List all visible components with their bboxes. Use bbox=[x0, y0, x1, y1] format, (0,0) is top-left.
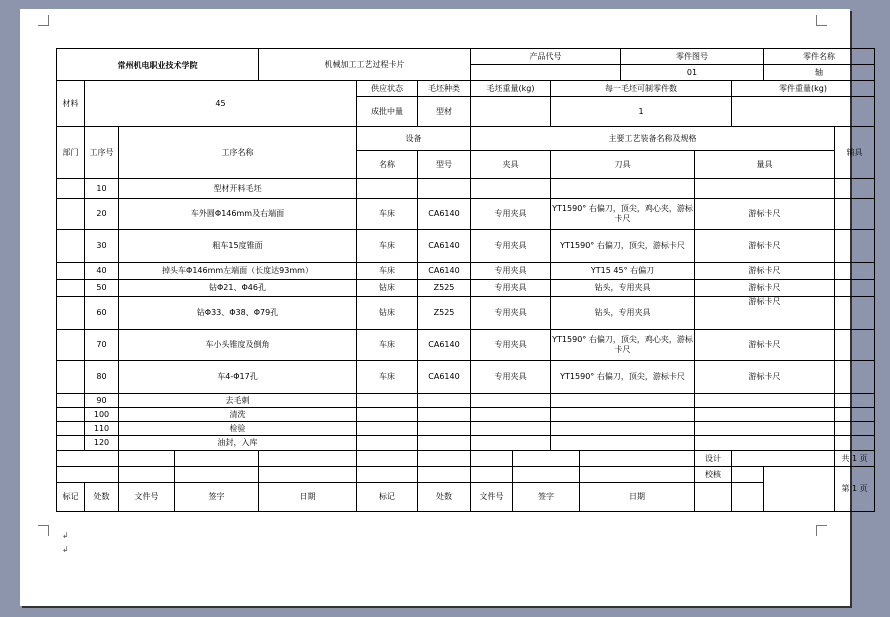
row-step-no[interactable]: 110 bbox=[85, 422, 119, 436]
crop-mark bbox=[38, 525, 49, 536]
row-fixture[interactable]: 专用夹具 bbox=[471, 330, 551, 361]
doc-no-label-2: 文件号 bbox=[471, 483, 513, 512]
footer-cell[interactable] bbox=[57, 451, 119, 467]
row-machine[interactable] bbox=[357, 408, 418, 422]
col-equipment: 设备 bbox=[357, 127, 471, 151]
row-model[interactable]: CA6140 bbox=[418, 361, 471, 394]
row-cutter[interactable]: YT1590° 右偏刀，顶尖，鸡心夹，游标卡尺 bbox=[551, 199, 695, 230]
row-gauge[interactable]: 游标卡尺 bbox=[695, 280, 835, 297]
row-cutter[interactable] bbox=[551, 179, 695, 199]
row-aux[interactable] bbox=[835, 361, 875, 394]
row-step-no[interactable]: 60 bbox=[85, 297, 119, 330]
count-label-2: 处数 bbox=[418, 483, 471, 512]
row-machine[interactable] bbox=[357, 179, 418, 199]
row-dept[interactable] bbox=[57, 394, 85, 408]
row-aux[interactable] bbox=[835, 394, 875, 408]
row-step-name[interactable]: 钻Φ33、Φ38、Φ79孔 bbox=[119, 297, 357, 330]
row-model[interactable] bbox=[418, 394, 471, 408]
row-gauge[interactable]: 游标卡尺 bbox=[695, 199, 835, 230]
part-drawing-label: 零件图号 bbox=[621, 49, 764, 65]
row-model[interactable] bbox=[418, 179, 471, 199]
col-cutter: 刀具 bbox=[551, 151, 695, 179]
row-gauge[interactable] bbox=[695, 408, 835, 422]
footer-cell[interactable] bbox=[357, 467, 418, 483]
row-aux[interactable] bbox=[835, 230, 875, 263]
count-label: 处数 bbox=[85, 483, 119, 512]
row-aux[interactable] bbox=[835, 422, 875, 436]
footer-cell[interactable] bbox=[513, 451, 580, 467]
table-row bbox=[57, 297, 875, 330]
sign-label-2: 签字 bbox=[513, 483, 580, 512]
row-machine[interactable]: 钻床 bbox=[357, 297, 418, 330]
row-step-name[interactable]: 型材开料毛坯 bbox=[119, 179, 357, 199]
row-model[interactable]: Z525 bbox=[418, 280, 471, 297]
part-weight-value[interactable] bbox=[732, 97, 875, 127]
row-fixture[interactable]: 专用夹具 bbox=[471, 263, 551, 280]
row-aux[interactable] bbox=[835, 280, 875, 297]
row-aux[interactable] bbox=[835, 330, 875, 361]
row-gauge[interactable]: 游标卡尺 bbox=[695, 263, 835, 280]
row-model[interactable] bbox=[418, 436, 471, 451]
row-cutter[interactable]: 钻头，专用夹具 bbox=[551, 297, 695, 330]
part-name-label: 零件名称 bbox=[764, 49, 875, 65]
row-dept[interactable] bbox=[57, 297, 85, 330]
table-row bbox=[57, 422, 875, 436]
row-step-name[interactable]: 粗车15度锥面 bbox=[119, 230, 357, 263]
row-cutter[interactable]: YT1590° 右偏刀，顶尖，游标卡尺 bbox=[551, 361, 695, 394]
row-cutter[interactable]: YT1590° 右偏刀，顶尖，游标卡尺 bbox=[551, 230, 695, 263]
material-label: 材料 bbox=[57, 81, 85, 127]
date-label-2: 日期 bbox=[580, 483, 695, 512]
process-card-table bbox=[56, 48, 875, 512]
row-machine[interactable] bbox=[357, 422, 418, 436]
row-step-name[interactable]: 去毛刺 bbox=[119, 394, 357, 408]
design-label: 设计 bbox=[695, 451, 732, 467]
page-no: 第 1 页 bbox=[835, 467, 875, 512]
parts-per-blank-value[interactable]: 1 bbox=[551, 97, 732, 127]
footer-cell[interactable] bbox=[695, 483, 732, 512]
paragraph-mark: ↲ bbox=[62, 531, 69, 540]
row-model[interactable]: CA6140 bbox=[418, 230, 471, 263]
product-code-value[interactable] bbox=[471, 65, 621, 81]
part-weight-label: 零件重量(kg) bbox=[732, 81, 875, 97]
row-fixture[interactable]: 专用夹具 bbox=[471, 297, 551, 330]
table-row bbox=[57, 230, 875, 263]
col-fixture: 夹具 bbox=[471, 151, 551, 179]
design-value[interactable] bbox=[732, 451, 835, 467]
supply-state-value[interactable]: 成批中量 bbox=[357, 97, 418, 127]
part-name-value[interactable]: 轴 bbox=[764, 65, 875, 81]
paragraph-mark: ↲ bbox=[62, 545, 69, 554]
col-tooling: 主要工艺装备名称及规格 bbox=[471, 127, 835, 151]
table-row bbox=[57, 179, 875, 199]
footer-cell[interactable] bbox=[357, 451, 418, 467]
row-dept[interactable] bbox=[57, 280, 85, 297]
footer-cell[interactable] bbox=[418, 467, 471, 483]
row-aux[interactable] bbox=[835, 199, 875, 230]
table-row bbox=[57, 361, 875, 394]
row-step-name[interactable]: 清洗 bbox=[119, 408, 357, 422]
row-gauge[interactable]: 游标卡尺 bbox=[695, 230, 835, 263]
row-dept[interactable] bbox=[57, 199, 85, 230]
blank-type-value[interactable]: 型材 bbox=[418, 97, 471, 127]
row-model[interactable]: CA6140 bbox=[418, 263, 471, 280]
table-row bbox=[57, 408, 875, 422]
row-fixture[interactable] bbox=[471, 422, 551, 436]
blank-type-label: 毛坯种类 bbox=[418, 81, 471, 97]
col-dept: 部门 bbox=[57, 127, 85, 179]
blank-weight-value[interactable] bbox=[471, 97, 551, 127]
row-dept[interactable] bbox=[57, 230, 85, 263]
row-step-no[interactable]: 40 bbox=[85, 263, 119, 280]
row-gauge[interactable] bbox=[695, 422, 835, 436]
row-dept[interactable] bbox=[57, 436, 85, 451]
product-code-label: 产品代号 bbox=[471, 49, 621, 65]
row-step-name[interactable]: 钻Φ21、Φ46孔 bbox=[119, 280, 357, 297]
row-cutter[interactable]: 钻头，专用夹具 bbox=[551, 280, 695, 297]
crop-mark bbox=[38, 15, 49, 26]
crop-mark bbox=[816, 15, 827, 26]
row-machine[interactable] bbox=[357, 394, 418, 408]
row-aux[interactable] bbox=[835, 408, 875, 422]
table-row bbox=[57, 199, 875, 230]
row-step-no[interactable]: 10 bbox=[85, 179, 119, 199]
row-gauge[interactable] bbox=[695, 436, 835, 451]
row-fixture[interactable] bbox=[471, 394, 551, 408]
sign-label: 签字 bbox=[175, 483, 259, 512]
row-cutter[interactable]: YT15 45° 右偏刀 bbox=[551, 263, 695, 280]
row-step-name[interactable]: 检验 bbox=[119, 422, 357, 436]
proof-label: 校核 bbox=[695, 467, 732, 483]
footer-cell[interactable] bbox=[175, 451, 259, 467]
blank-weight-label: 毛坯重量(kg) bbox=[471, 81, 551, 97]
footer-cell[interactable] bbox=[580, 467, 695, 483]
row-gauge[interactable] bbox=[695, 179, 835, 199]
row-machine[interactable]: 钻床 bbox=[357, 280, 418, 297]
mark-label-2: 标记 bbox=[357, 483, 418, 512]
proof-date[interactable] bbox=[764, 467, 835, 512]
parts-per-blank-label: 每一毛坯可制零件数 bbox=[551, 81, 732, 97]
crop-mark bbox=[816, 525, 827, 536]
col-equip-model: 型号 bbox=[418, 151, 471, 179]
row-machine[interactable]: 车床 bbox=[357, 230, 418, 263]
row-fixture[interactable]: 专用夹具 bbox=[471, 361, 551, 394]
row-cutter[interactable] bbox=[551, 436, 695, 451]
table-row bbox=[57, 280, 875, 297]
footer-cell[interactable] bbox=[580, 451, 695, 467]
row-fixture[interactable]: 专用夹具 bbox=[471, 199, 551, 230]
row-dept[interactable] bbox=[57, 179, 85, 199]
row-cutter[interactable] bbox=[551, 422, 695, 436]
table-row bbox=[57, 263, 875, 280]
row-machine[interactable]: 车床 bbox=[357, 263, 418, 280]
row-step-no[interactable]: 90 bbox=[85, 394, 119, 408]
row-dept[interactable] bbox=[57, 408, 85, 422]
row-model[interactable] bbox=[418, 408, 471, 422]
date-label: 日期 bbox=[259, 483, 357, 512]
col-step-name: 工序名称 bbox=[119, 127, 357, 179]
row-fixture[interactable] bbox=[471, 179, 551, 199]
footer-cell[interactable] bbox=[119, 451, 175, 467]
part-drawing-value[interactable]: 01 bbox=[621, 65, 764, 81]
row-aux[interactable] bbox=[835, 263, 875, 280]
row-step-no[interactable]: 50 bbox=[85, 280, 119, 297]
row-step-name[interactable]: 油封，入库 bbox=[119, 436, 357, 451]
footer-cell[interactable] bbox=[471, 451, 513, 467]
row-machine[interactable]: 车床 bbox=[357, 361, 418, 394]
row-step-no[interactable]: 80 bbox=[85, 361, 119, 394]
row-model[interactable]: CA6140 bbox=[418, 199, 471, 230]
footer-cell[interactable] bbox=[513, 467, 580, 483]
footer-cell[interactable] bbox=[57, 467, 119, 483]
material-value[interactable]: 45 bbox=[85, 81, 357, 127]
row-step-name[interactable]: 车小头锥度及倒角 bbox=[119, 330, 357, 361]
row-gauge[interactable]: 游标卡尺 bbox=[695, 330, 835, 361]
footer-cell[interactable] bbox=[732, 483, 764, 512]
table-row bbox=[57, 394, 875, 408]
footer-cell[interactable] bbox=[175, 467, 259, 483]
row-dept[interactable] bbox=[57, 422, 85, 436]
row-gauge[interactable] bbox=[695, 394, 835, 408]
row-fixture[interactable] bbox=[471, 408, 551, 422]
top-strip bbox=[0, 0, 890, 8]
table-row bbox=[57, 330, 875, 361]
row-step-no[interactable]: 120 bbox=[85, 436, 119, 451]
row-step-no[interactable]: 20 bbox=[85, 199, 119, 230]
row-model[interactable]: Z525 bbox=[418, 297, 471, 330]
row-fixture[interactable]: 专用夹具 bbox=[471, 230, 551, 263]
col-gauge: 量具 bbox=[695, 151, 835, 179]
row-step-name[interactable]: 车4-Φ17孔 bbox=[119, 361, 357, 394]
row-fixture[interactable]: 专用夹具 bbox=[471, 280, 551, 297]
row-aux[interactable] bbox=[835, 179, 875, 199]
total-pages: 共 1 页 bbox=[835, 451, 875, 467]
footer-cell[interactable] bbox=[259, 451, 357, 467]
col-aux: 辅具 bbox=[835, 127, 875, 179]
proof-value[interactable] bbox=[732, 467, 764, 483]
table-row bbox=[57, 436, 875, 451]
row-dept[interactable] bbox=[57, 361, 85, 394]
row-gauge[interactable]: 游标卡尺 bbox=[695, 297, 835, 330]
doc-no-label: 文件号 bbox=[119, 483, 175, 512]
row-dept[interactable] bbox=[57, 330, 85, 361]
col-equip-name: 名称 bbox=[357, 151, 418, 179]
row-step-no[interactable]: 100 bbox=[85, 408, 119, 422]
supply-state-label: 供应状态 bbox=[357, 81, 418, 97]
row-gauge[interactable]: 游标卡尺 bbox=[695, 361, 835, 394]
row-cutter[interactable] bbox=[551, 394, 695, 408]
row-dept[interactable] bbox=[57, 263, 85, 280]
col-step-no: 工序号 bbox=[85, 127, 119, 179]
row-cutter[interactable] bbox=[551, 408, 695, 422]
row-aux[interactable] bbox=[835, 436, 875, 451]
row-machine[interactable]: 车床 bbox=[357, 330, 418, 361]
row-fixture[interactable] bbox=[471, 436, 551, 451]
row-machine[interactable]: 车床 bbox=[357, 199, 418, 230]
card-title: 机械加工工艺过程卡片 bbox=[259, 49, 471, 81]
footer-cell[interactable] bbox=[259, 467, 357, 483]
footer-cell[interactable] bbox=[119, 467, 175, 483]
row-cutter[interactable]: YT1590° 右偏刀，顶尖，鸡心夹，游标卡尺 bbox=[551, 330, 695, 361]
row-step-name[interactable]: 车外圆Φ146mm及右端面 bbox=[119, 199, 357, 230]
row-model[interactable] bbox=[418, 422, 471, 436]
footer-cell[interactable] bbox=[418, 451, 471, 467]
row-machine[interactable] bbox=[357, 436, 418, 451]
mark-label: 标记 bbox=[57, 483, 85, 512]
school-name: 常州机电职业技术学院 bbox=[57, 49, 259, 81]
row-step-name[interactable]: 掉头车Φ146mm左端面（长度达93mm） bbox=[119, 263, 357, 280]
row-model[interactable]: CA6140 bbox=[418, 330, 471, 361]
row-aux[interactable] bbox=[835, 297, 875, 330]
row-step-no[interactable]: 70 bbox=[85, 330, 119, 361]
row-step-no[interactable]: 30 bbox=[85, 230, 119, 263]
footer-cell[interactable] bbox=[471, 467, 513, 483]
